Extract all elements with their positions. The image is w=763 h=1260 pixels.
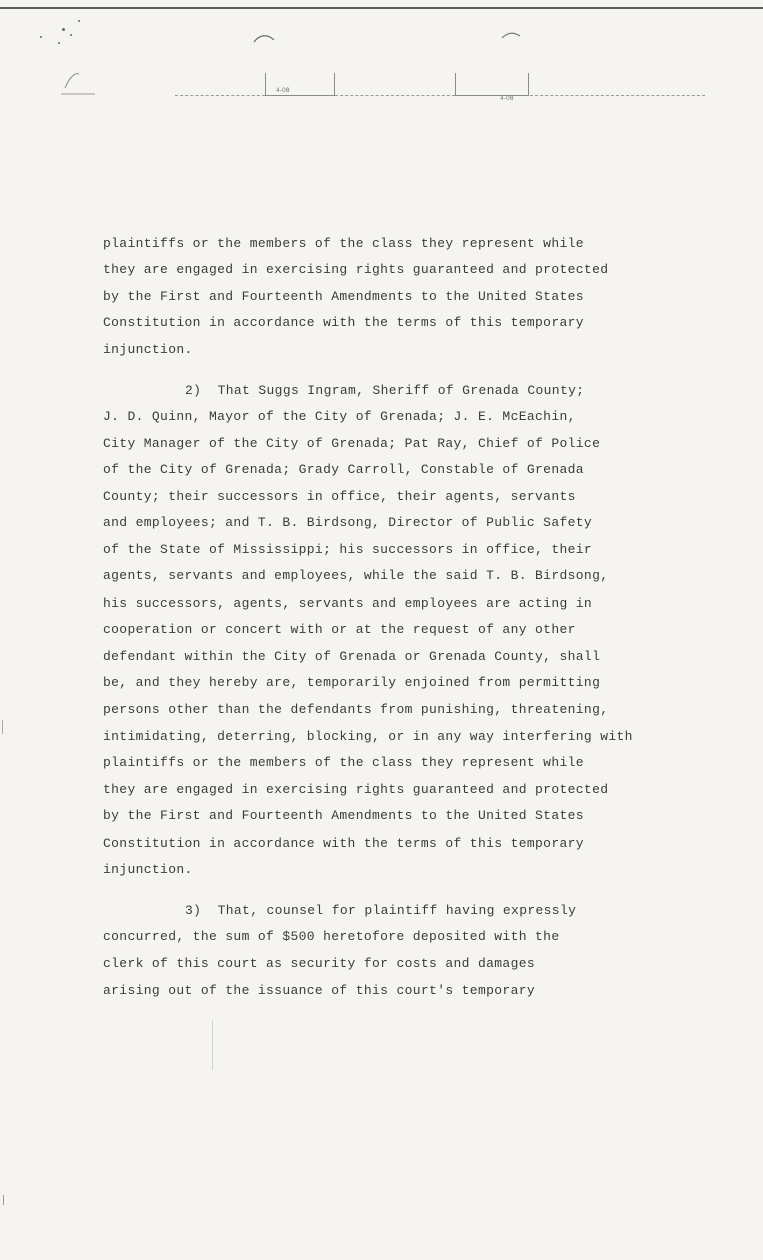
scan-artifact bbox=[2, 720, 3, 734]
text-line: plaintiffs or the members of the class they represent while bbox=[103, 755, 584, 770]
text-line: defendant within the City of Grenada or Grenada County, shall bbox=[103, 649, 601, 664]
text-line: plaintiffs or the members of the class they represent while bbox=[103, 236, 584, 251]
stamp-dash-line bbox=[175, 95, 265, 96]
scan-artifact bbox=[212, 1020, 213, 1070]
stamp-box-2 bbox=[455, 73, 529, 96]
arc-mark-2 bbox=[500, 30, 540, 44]
text-line: intimidating, deterring, blocking, or in any way interfering with bbox=[103, 729, 633, 744]
top-edge-rule bbox=[0, 7, 763, 9]
text-line: be, and they hereby are, temporarily enjoined from permitting bbox=[103, 675, 601, 690]
text-line: injunction. bbox=[103, 862, 193, 877]
arc-mark-1 bbox=[252, 32, 292, 46]
text-line: clerk of this court as security for costs and damages bbox=[103, 956, 536, 971]
stamp-dash-line bbox=[335, 95, 455, 96]
scribble-mark bbox=[55, 60, 105, 100]
text-line: concurred, the sum of $500 heretofore deposited with the bbox=[103, 929, 560, 944]
text-line: City Manager of the City of Grenada; Pat Ray, Chief of Police bbox=[103, 436, 601, 451]
stamp-code-1: 4-08 bbox=[276, 87, 290, 94]
text-line: injunction. bbox=[103, 342, 193, 357]
stamp-dash-line bbox=[530, 95, 705, 96]
text-line: 2) That Suggs Ingram, Sheriff of Grenada County; bbox=[185, 383, 585, 398]
text-line: cooperation or concert with or at the request of any other bbox=[103, 622, 576, 637]
text-line: Constitution in accordance with the terms of this temporary bbox=[103, 315, 584, 330]
text-line: his successors, agents, servants and employees are acting in bbox=[103, 596, 593, 611]
text-line: by the First and Fourteenth Amendments to the United States bbox=[103, 808, 584, 823]
text-line: 3) That, counsel for plaintiff having expressly bbox=[185, 903, 577, 918]
text-line: Constitution in accordance with the terms of this temporary bbox=[103, 836, 584, 851]
text-line: by the First and Fourteenth Amendments to the United States bbox=[103, 289, 584, 304]
stamp-code-2: 4-08 bbox=[500, 95, 514, 102]
text-line: persons other than the defendants from punishing, threatening, bbox=[103, 702, 609, 717]
text-line: they are engaged in exercising rights guaranteed and protected bbox=[103, 782, 609, 797]
text-line: of the City of Grenada; Grady Carroll, Constable of Grenada bbox=[103, 462, 584, 477]
scan-artifact bbox=[3, 1195, 4, 1205]
text-line: arising out of the issuance of this court's temporary bbox=[103, 983, 536, 998]
text-line: County; their successors in office, their agents, servants bbox=[103, 489, 576, 504]
text-line: they are engaged in exercising rights guaranteed and protected bbox=[103, 262, 609, 277]
text-line: and employees; and T. B. Birdsong, Director of Public Safety bbox=[103, 515, 593, 530]
text-line: J. D. Quinn, Mayor of the City of Grenada; J. E. McEachin, bbox=[103, 409, 576, 424]
text-line: of the State of Mississippi; his successors in office, their bbox=[103, 542, 593, 557]
text-line: agents, servants and employees, while the said T. B. Birdsong, bbox=[103, 568, 609, 583]
